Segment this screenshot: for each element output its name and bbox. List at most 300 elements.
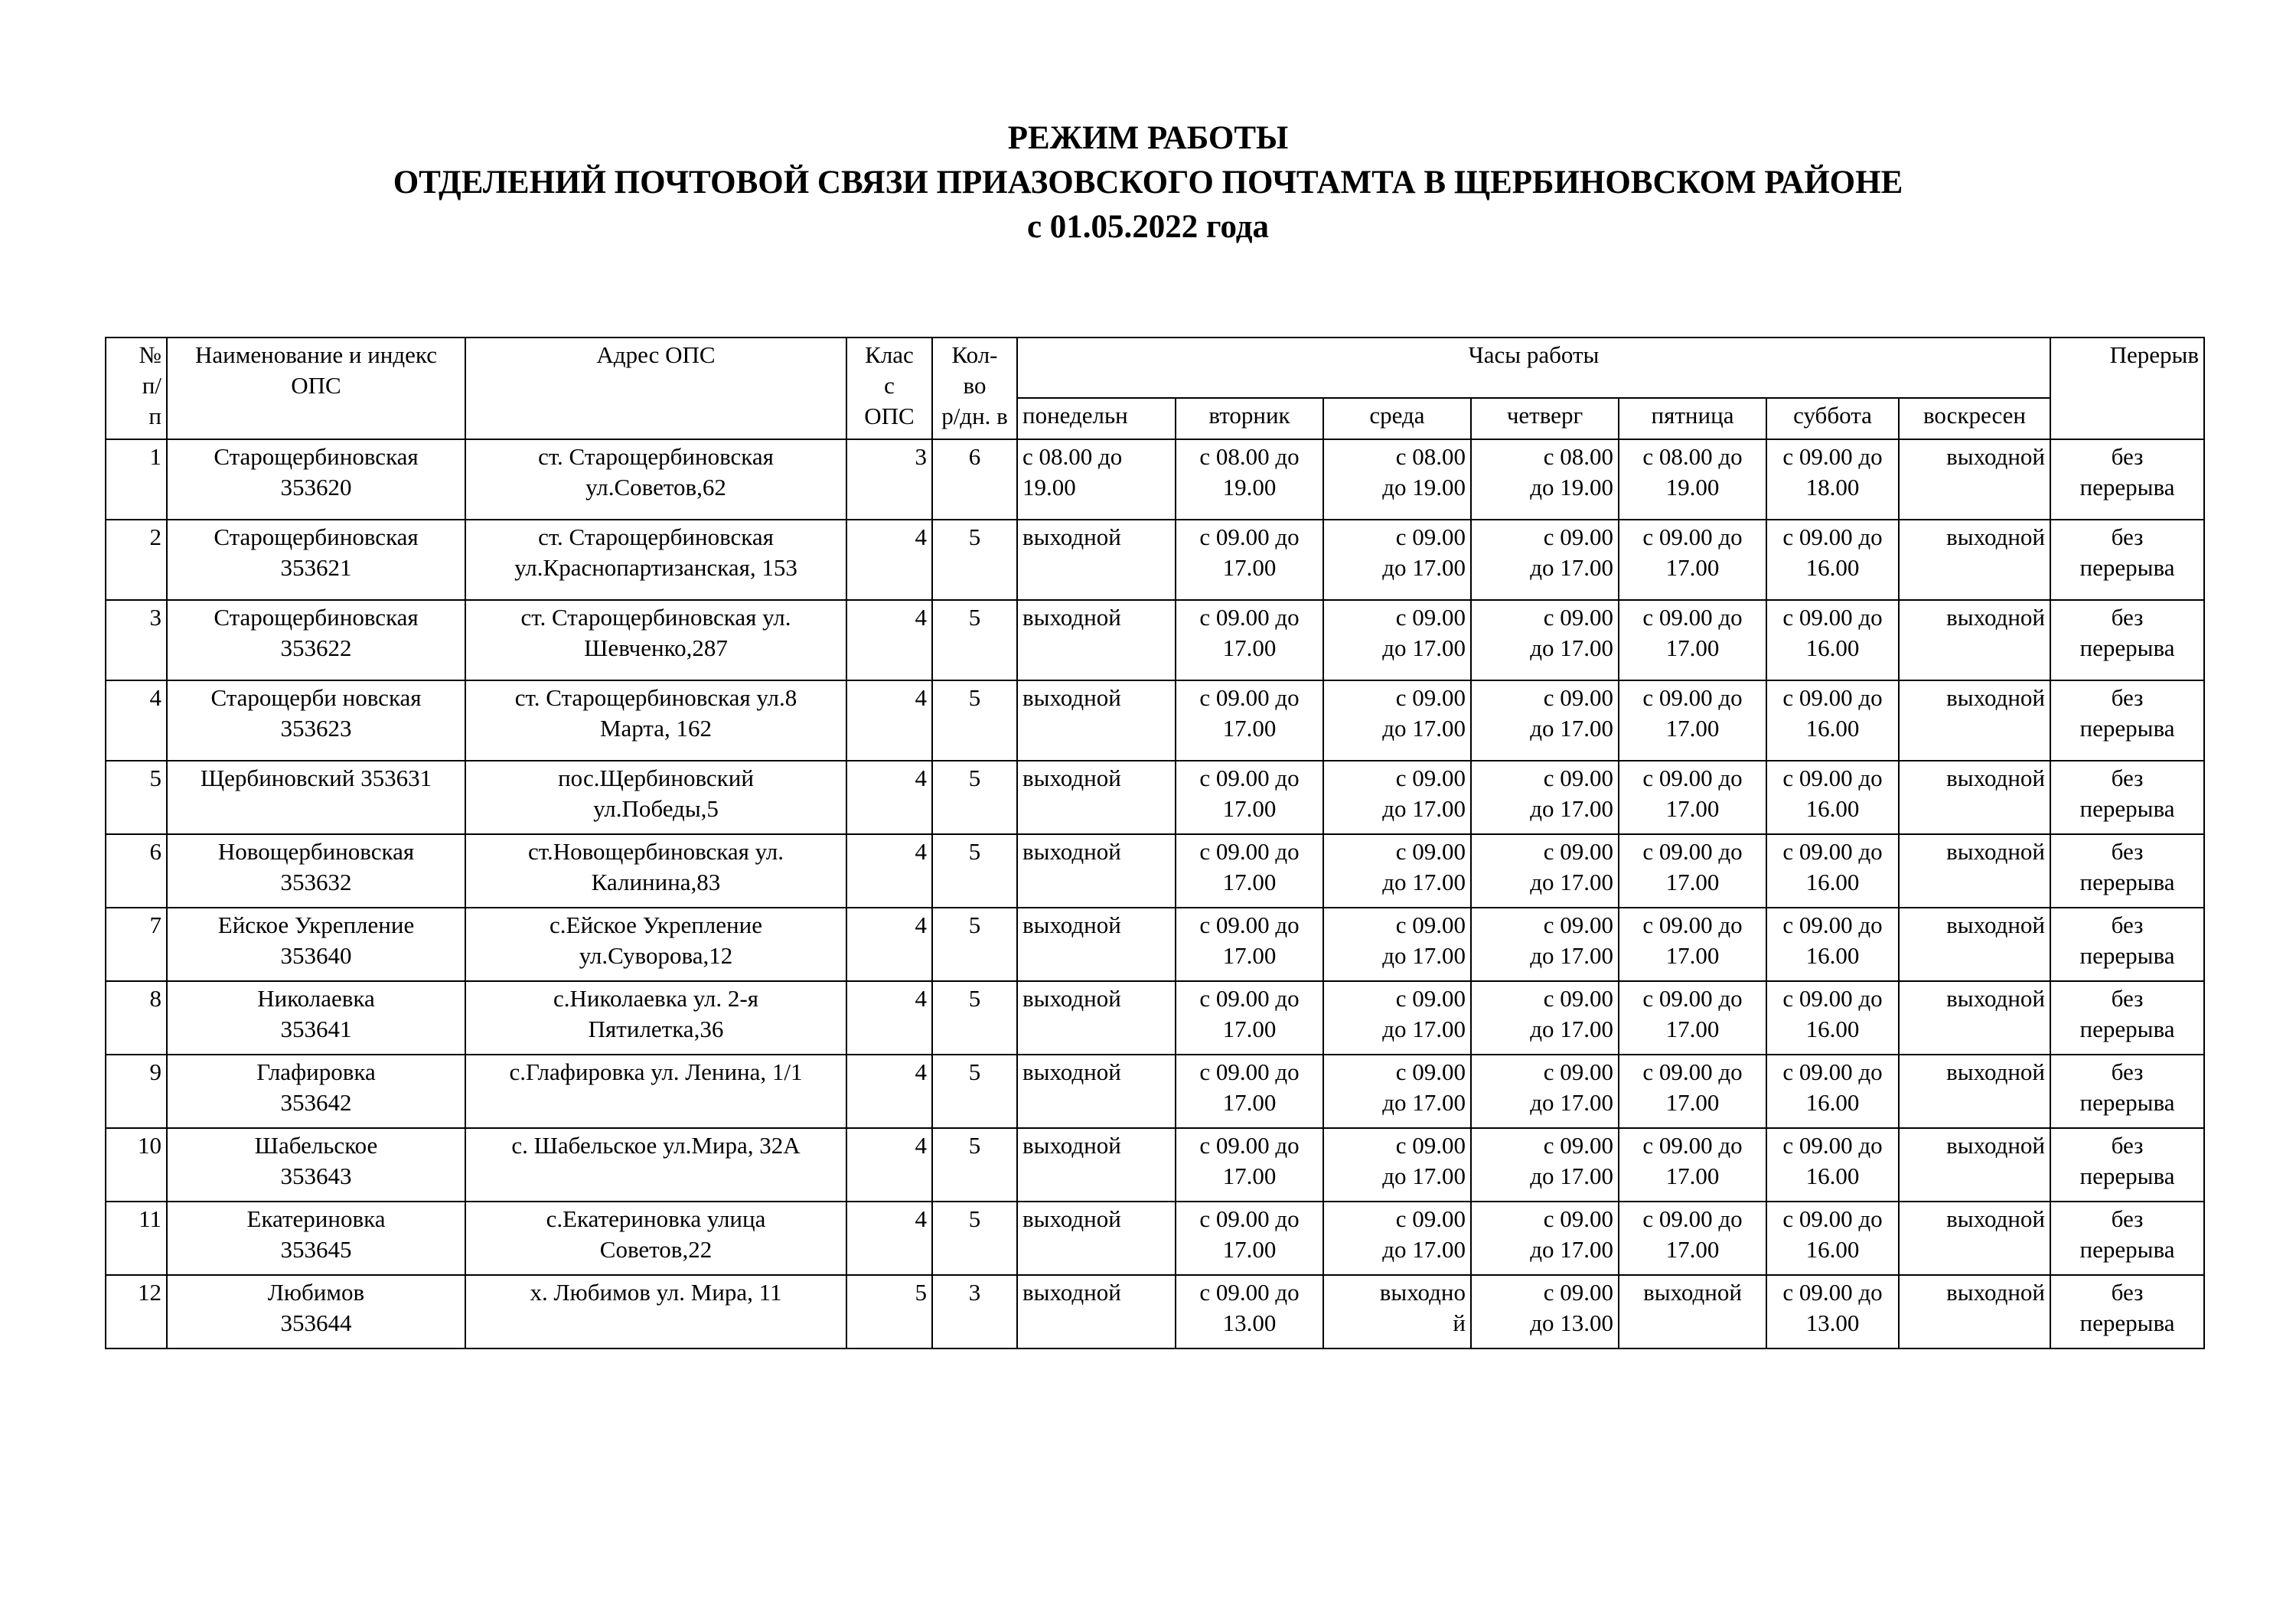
cell-break-line: перерыва: [2079, 715, 2175, 742]
cell-wed-line: с 09.00: [1395, 1205, 1466, 1232]
cell-name-line: 353640: [280, 942, 352, 969]
cell-mon-line: выходной: [1022, 523, 1121, 550]
title-line-3: с 01.05.2022 года: [1026, 209, 1270, 245]
cell-mon-line: выходной: [1022, 1205, 1121, 1232]
cell-name: [167, 439, 465, 520]
cell-sat-line: с 09.00 до: [1782, 911, 1883, 938]
cell-mon-line: выходной: [1022, 1279, 1121, 1306]
cell-name: [167, 520, 465, 600]
cell-tue-line: с 09.00 до: [1199, 911, 1300, 938]
cell-class: 4: [846, 520, 932, 600]
cell-mon: [1017, 439, 1176, 520]
cell-mon-line: выходной: [1022, 684, 1121, 711]
cell-sun: [1899, 834, 2050, 908]
table-row: [106, 600, 2204, 680]
cell-break: [2050, 908, 2204, 981]
cell-sat-line: с 09.00 до: [1782, 684, 1883, 711]
cell-sat: [1766, 439, 1899, 520]
cell-sat-line: 16.00: [1805, 715, 1860, 742]
cell-address-line: пос.Щербиновский: [558, 765, 754, 791]
cell-sat-line: 18.00: [1805, 474, 1860, 501]
header-address: Адрес ОПС: [465, 338, 846, 439]
cell-mon: [1017, 981, 1176, 1055]
table-row: [106, 908, 2204, 981]
cell-name: [167, 1275, 465, 1348]
cell-sat-line: с 09.00 до: [1782, 1279, 1883, 1306]
cell-name: [167, 761, 465, 834]
cell-wed-line: до 17.00: [1382, 634, 1466, 661]
cell-address-line: ул.Советов,62: [585, 474, 726, 501]
cell-thu-line: с 09.00: [1543, 1279, 1613, 1306]
cell-wed-line: с 09.00: [1395, 838, 1466, 865]
cell-name-line: Ейское Укрепление: [217, 911, 415, 938]
cell-mon-line: выходной: [1022, 838, 1121, 865]
cell-address-line: ул.Победы,5: [593, 795, 719, 822]
cell-fri-line: с 09.00 до: [1642, 985, 1743, 1012]
cell-break-line: без: [2111, 985, 2144, 1012]
cell-sun-line: выходной: [1946, 985, 2046, 1012]
cell-wed-line: до 17.00: [1382, 1163, 1466, 1189]
cell-sun: [1899, 520, 2050, 600]
cell-wed-line: с 09.00: [1395, 765, 1466, 791]
cell-name: [167, 908, 465, 981]
cell-sat-line: с 09.00 до: [1782, 1205, 1883, 1232]
header-day-sun: воскресен: [1899, 398, 2050, 439]
cell-thu: [1471, 1055, 1619, 1128]
table-row: [106, 834, 2204, 908]
cell-thu-line: с 09.00: [1543, 1132, 1613, 1159]
header-num: № п/ п: [106, 338, 167, 439]
cell-sat: [1766, 1128, 1899, 1202]
cell-wed: [1323, 600, 1471, 680]
cell-sun: [1899, 439, 2050, 520]
cell-wed-line: с 09.00: [1395, 1058, 1466, 1085]
cell-days-count: 5: [932, 1128, 1017, 1202]
table-row: [106, 1275, 2204, 1348]
cell-address-line: с. Шабельское ул.Мира, 32А: [511, 1132, 801, 1159]
cell-sun: [1899, 1202, 2050, 1275]
cell-tue-line: 17.00: [1222, 634, 1277, 661]
cell-name-line: 353621: [280, 554, 352, 581]
cell-mon-line: выходной: [1022, 1132, 1121, 1159]
cell-address: [465, 439, 846, 520]
cell-num: 9: [106, 1055, 167, 1128]
cell-fri: [1619, 439, 1766, 520]
cell-days-count: 5: [932, 1202, 1017, 1275]
cell-days-count: 5: [932, 680, 1017, 761]
cell-break-line: перерыва: [2079, 474, 2175, 501]
table-row: [106, 520, 2204, 600]
cell-sat-line: с 09.00 до: [1782, 1132, 1883, 1159]
cell-mon: [1017, 761, 1176, 834]
header-name: Наименование и индекс ОПС: [167, 338, 465, 439]
cell-break: [2050, 834, 2204, 908]
cell-fri: [1619, 1275, 1766, 1348]
cell-address-line: с.Екатериновка улица: [546, 1205, 766, 1232]
cell-tue: [1176, 1202, 1323, 1275]
cell-thu: [1471, 761, 1619, 834]
cell-name-line: Любимов: [267, 1279, 365, 1306]
cell-tue-line: 17.00: [1222, 942, 1277, 969]
cell-sun-line: выходной: [1946, 604, 2046, 631]
cell-thu: [1471, 1128, 1619, 1202]
cell-name-line: Старощербиновская: [214, 523, 419, 550]
cell-address: [465, 1275, 846, 1348]
cell-wed-line: до 17.00: [1382, 1089, 1466, 1116]
cell-thu: [1471, 1202, 1619, 1275]
cell-break: [2050, 680, 2204, 761]
cell-num: 6: [106, 834, 167, 908]
cell-sat-line: с 09.00 до: [1782, 443, 1883, 470]
cell-break: [2050, 1275, 2204, 1348]
cell-break-line: без: [2111, 684, 2144, 711]
cell-thu-line: с 08.00: [1543, 443, 1613, 470]
cell-wed-line: с 09.00: [1395, 911, 1466, 938]
cell-mon-line: 19.00: [1022, 474, 1076, 501]
cell-wed-line: до 17.00: [1382, 554, 1466, 581]
cell-name-line: 353642: [280, 1089, 352, 1116]
cell-thu-line: до 17.00: [1530, 869, 1613, 895]
cell-thu: [1471, 1275, 1619, 1348]
header-day-mon: понедельн: [1017, 398, 1176, 439]
cell-sun: [1899, 600, 2050, 680]
cell-tue-line: 17.00: [1222, 1163, 1277, 1189]
cell-name: [167, 1202, 465, 1275]
cell-sun-line: выходной: [1946, 523, 2046, 550]
cell-sat-line: 16.00: [1805, 1016, 1860, 1042]
cell-name-line: Глафировка: [256, 1058, 376, 1085]
cell-class: 4: [846, 1202, 932, 1275]
cell-mon-line: выходной: [1022, 604, 1121, 631]
header-class: Клас с ОПС: [846, 338, 932, 439]
cell-thu-line: с 09.00: [1543, 838, 1613, 865]
cell-address-line: ул.Суворова,12: [579, 942, 733, 969]
cell-wed-line: до 17.00: [1382, 942, 1466, 969]
cell-thu-line: до 17.00: [1530, 1236, 1613, 1263]
cell-name-line: Щербиновский 353631: [200, 765, 432, 791]
cell-name-line: Николаевка: [257, 985, 375, 1012]
cell-tue: [1176, 600, 1323, 680]
cell-sat-line: с 09.00 до: [1782, 765, 1883, 791]
cell-wed: [1323, 439, 1471, 520]
cell-name: [167, 1055, 465, 1128]
header-hours: Часы работы: [1017, 338, 2050, 398]
cell-sat-line: 16.00: [1805, 554, 1860, 581]
cell-address-line: Пятилетка,36: [588, 1016, 724, 1042]
cell-thu: [1471, 600, 1619, 680]
cell-name: [167, 680, 465, 761]
cell-mon: [1017, 520, 1176, 600]
cell-thu-line: с 09.00: [1543, 911, 1613, 938]
cell-address-line: х. Любимов ул. Мира, 11: [530, 1279, 782, 1306]
cell-break: [2050, 1055, 2204, 1128]
cell-fri-line: 17.00: [1665, 795, 1720, 822]
cell-break-line: без: [2111, 1205, 2144, 1232]
cell-address: [465, 680, 846, 761]
cell-sat: [1766, 520, 1899, 600]
table-row: [106, 1202, 2204, 1275]
cell-address-line: с.Ейское Укрепление: [550, 911, 762, 938]
cell-days-count: 5: [932, 908, 1017, 981]
cell-sat: [1766, 834, 1899, 908]
cell-mon-line: выходной: [1022, 1058, 1121, 1085]
cell-wed-line: й: [1453, 1309, 1466, 1336]
cell-sat-line: с 09.00 до: [1782, 985, 1883, 1012]
cell-wed-line: до 17.00: [1382, 1236, 1466, 1263]
cell-class: 4: [846, 981, 932, 1055]
cell-sat: [1766, 600, 1899, 680]
cell-fri-line: 19.00: [1665, 474, 1720, 501]
cell-address-line: Шевченко,287: [584, 634, 728, 661]
cell-sat-line: 16.00: [1805, 795, 1860, 822]
cell-break: [2050, 1128, 2204, 1202]
cell-address: [465, 761, 846, 834]
cell-tue-line: с 09.00 до: [1199, 765, 1300, 791]
cell-class: 5: [846, 1275, 932, 1348]
cell-name-line: Старощерби новская: [210, 684, 422, 711]
cell-address: [465, 1055, 846, 1128]
header-day-tue: вторник: [1176, 398, 1323, 439]
cell-days-count: 5: [932, 520, 1017, 600]
cell-break-line: перерыва: [2079, 942, 2175, 969]
cell-mon: [1017, 908, 1176, 981]
cell-address-line: ст. Старощербиновская ул.: [520, 604, 791, 631]
cell-tue-line: с 09.00 до: [1199, 838, 1300, 865]
cell-class: 4: [846, 600, 932, 680]
cell-mon: [1017, 1202, 1176, 1275]
cell-tue: [1176, 1275, 1323, 1348]
cell-break: [2050, 761, 2204, 834]
cell-tue-line: 17.00: [1222, 554, 1277, 581]
cell-sat: [1766, 1055, 1899, 1128]
cell-sun: [1899, 1055, 2050, 1128]
cell-wed-line: до 19.00: [1382, 474, 1466, 501]
cell-name-line: 353620: [280, 474, 352, 501]
cell-tue-line: 13.00: [1222, 1309, 1277, 1336]
cell-address-line: с.Николаевка ул. 2-я: [553, 985, 758, 1012]
cell-fri-line: с 09.00 до: [1642, 911, 1743, 938]
cell-address: [465, 981, 846, 1055]
cell-name: [167, 600, 465, 680]
cell-fri-line: с 09.00 до: [1642, 604, 1743, 631]
header-day-wed: среда: [1323, 398, 1471, 439]
cell-thu-line: с 09.00: [1543, 684, 1613, 711]
cell-address: [465, 1128, 846, 1202]
cell-sat-line: 16.00: [1805, 942, 1860, 969]
cell-break: [2050, 520, 2204, 600]
cell-break-line: без: [2111, 765, 2144, 791]
cell-address-line: ул.Краснопартизанская, 153: [514, 554, 797, 581]
cell-sun-line: выходной: [1946, 838, 2046, 865]
cell-tue: [1176, 520, 1323, 600]
cell-fri-line: выходной: [1643, 1279, 1742, 1306]
cell-address: [465, 1202, 846, 1275]
cell-fri-line: с 09.00 до: [1642, 1132, 1743, 1159]
cell-thu-line: до 17.00: [1530, 554, 1613, 581]
cell-thu-line: с 09.00: [1543, 604, 1613, 631]
cell-fri: [1619, 520, 1766, 600]
cell-break-line: перерыва: [2079, 1163, 2175, 1189]
table-row: [106, 1128, 2204, 1202]
cell-class: 4: [846, 908, 932, 981]
cell-thu: [1471, 520, 1619, 600]
cell-thu-line: с 09.00: [1543, 1058, 1613, 1085]
cell-num: 11: [106, 1202, 167, 1275]
cell-tue: [1176, 1128, 1323, 1202]
cell-class: 4: [846, 761, 932, 834]
cell-days-count: 5: [932, 834, 1017, 908]
cell-wed: [1323, 834, 1471, 908]
cell-break-line: перерыва: [2079, 795, 2175, 822]
cell-name-line: Шабельское: [254, 1132, 378, 1159]
cell-wed: [1323, 908, 1471, 981]
cell-class: 4: [846, 680, 932, 761]
cell-sat: [1766, 1202, 1899, 1275]
cell-wed: [1323, 1055, 1471, 1128]
cell-name-line: 353623: [280, 715, 352, 742]
cell-break-line: перерыва: [2079, 1309, 2175, 1336]
cell-fri-line: с 09.00 до: [1642, 838, 1743, 865]
cell-class: 4: [846, 834, 932, 908]
cell-thu-line: с 09.00: [1543, 1205, 1613, 1232]
cell-thu-line: до 13.00: [1530, 1309, 1613, 1336]
document-title: [0, 116, 2296, 249]
cell-fri-line: 17.00: [1665, 942, 1720, 969]
cell-address: [465, 908, 846, 981]
cell-address-line: ст. Старощербиновская: [538, 523, 774, 550]
cell-fri-line: с 09.00 до: [1642, 1205, 1743, 1232]
cell-fri-line: с 08.00 до: [1642, 443, 1743, 470]
cell-address-line: Марта, 162: [599, 715, 713, 742]
cell-break-line: перерыва: [2079, 554, 2175, 581]
cell-break-line: без: [2111, 1279, 2144, 1306]
cell-thu-line: до 17.00: [1530, 795, 1613, 822]
cell-mon-line: выходной: [1022, 985, 1121, 1012]
table-row: [106, 761, 2204, 834]
cell-sat-line: 16.00: [1805, 1236, 1860, 1263]
cell-thu: [1471, 680, 1619, 761]
cell-address: [465, 520, 846, 600]
cell-address: [465, 600, 846, 680]
cell-wed-line: выходно: [1379, 1279, 1466, 1306]
cell-name: [167, 1128, 465, 1202]
schedule-table: [105, 337, 2205, 1349]
cell-sat-line: с 09.00 до: [1782, 838, 1883, 865]
cell-name-line: 353644: [280, 1309, 352, 1336]
schedule-body: [106, 439, 2204, 1348]
cell-sun-line: выходной: [1946, 911, 2046, 938]
cell-thu: [1471, 981, 1619, 1055]
cell-mon-line: выходной: [1022, 911, 1121, 938]
cell-wed: [1323, 981, 1471, 1055]
cell-name-line: 353632: [280, 869, 352, 895]
cell-thu-line: до 17.00: [1530, 1163, 1613, 1189]
cell-tue-line: с 09.00 до: [1199, 523, 1300, 550]
cell-sun-line: выходной: [1946, 1205, 2046, 1232]
cell-mon: [1017, 600, 1176, 680]
cell-fri-line: 17.00: [1665, 1163, 1720, 1189]
cell-tue-line: с 09.00 до: [1199, 1132, 1300, 1159]
cell-fri: [1619, 1128, 1766, 1202]
cell-break-line: без: [2111, 911, 2144, 938]
cell-sat: [1766, 908, 1899, 981]
cell-thu-line: с 09.00: [1543, 523, 1613, 550]
cell-address-line: Советов,22: [599, 1236, 713, 1263]
cell-wed-line: до 17.00: [1382, 795, 1466, 822]
cell-fri-line: 17.00: [1665, 634, 1720, 661]
table-row: [106, 981, 2204, 1055]
cell-num: 1: [106, 439, 167, 520]
cell-sat-line: с 09.00 до: [1782, 523, 1883, 550]
cell-name-line: Новощербиновская: [217, 838, 415, 865]
cell-break-line: перерыва: [2079, 1089, 2175, 1116]
cell-thu-line: до 19.00: [1530, 474, 1613, 501]
cell-thu-line: с 09.00: [1543, 985, 1613, 1012]
cell-tue-line: 17.00: [1222, 1089, 1277, 1116]
header-day-fri: пятница: [1619, 398, 1766, 439]
cell-fri: [1619, 600, 1766, 680]
cell-tue-line: 17.00: [1222, 869, 1277, 895]
cell-wed-line: с 09.00: [1395, 1132, 1466, 1159]
cell-break-line: без: [2111, 1058, 2144, 1085]
cell-wed-line: до 17.00: [1382, 1016, 1466, 1042]
cell-mon-line: с 08.00 до: [1022, 443, 1123, 470]
cell-class: 3: [846, 439, 932, 520]
cell-wed: [1323, 1275, 1471, 1348]
cell-wed-line: с 09.00: [1395, 523, 1466, 550]
cell-sun: [1899, 1128, 2050, 1202]
cell-sun: [1899, 981, 2050, 1055]
cell-break-line: перерыва: [2079, 634, 2175, 661]
cell-fri: [1619, 834, 1766, 908]
cell-name-line: Старощербиновская: [214, 443, 419, 470]
cell-days-count: 5: [932, 761, 1017, 834]
cell-days-count: 6: [932, 439, 1017, 520]
cell-fri-line: 17.00: [1665, 1016, 1720, 1042]
cell-tue-line: 17.00: [1222, 715, 1277, 742]
cell-tue-line: с 09.00 до: [1199, 604, 1300, 631]
cell-num: 4: [106, 680, 167, 761]
cell-sat: [1766, 680, 1899, 761]
cell-num: 3: [106, 600, 167, 680]
cell-break-line: без: [2111, 443, 2144, 470]
cell-name-line: 353641: [280, 1016, 352, 1042]
cell-break-line: без: [2111, 838, 2144, 865]
cell-num: 10: [106, 1128, 167, 1202]
cell-fri-line: с 09.00 до: [1642, 1058, 1743, 1085]
cell-sun-line: выходной: [1946, 443, 2046, 470]
cell-class: 4: [846, 1055, 932, 1128]
cell-tue: [1176, 834, 1323, 908]
cell-sat-line: с 09.00 до: [1782, 604, 1883, 631]
cell-sun-line: выходной: [1946, 684, 2046, 711]
cell-fri: [1619, 908, 1766, 981]
cell-tue-line: с 09.00 до: [1199, 1205, 1300, 1232]
cell-sat: [1766, 761, 1899, 834]
cell-sat-line: 16.00: [1805, 1163, 1860, 1189]
cell-fri-line: с 09.00 до: [1642, 765, 1743, 791]
cell-tue-line: с 09.00 до: [1199, 1058, 1300, 1085]
cell-tue: [1176, 908, 1323, 981]
title-line-2: ОТДЕЛЕНИЙ ПОЧТОВОЙ СВЯЗИ ПРИАЗОВСКОГО ПОЧТАМТА В ЩЕРБИНОВСКОМ РАЙОНЕ: [393, 165, 1903, 201]
cell-name-line: 353645: [280, 1236, 352, 1263]
cell-fri: [1619, 1055, 1766, 1128]
cell-class: 4: [846, 1128, 932, 1202]
cell-sat-line: с 09.00 до: [1782, 1058, 1883, 1085]
cell-wed: [1323, 1202, 1471, 1275]
cell-sun: [1899, 680, 2050, 761]
cell-address-line: с.Глафировка ул. Ленина, 1/1: [509, 1058, 803, 1085]
